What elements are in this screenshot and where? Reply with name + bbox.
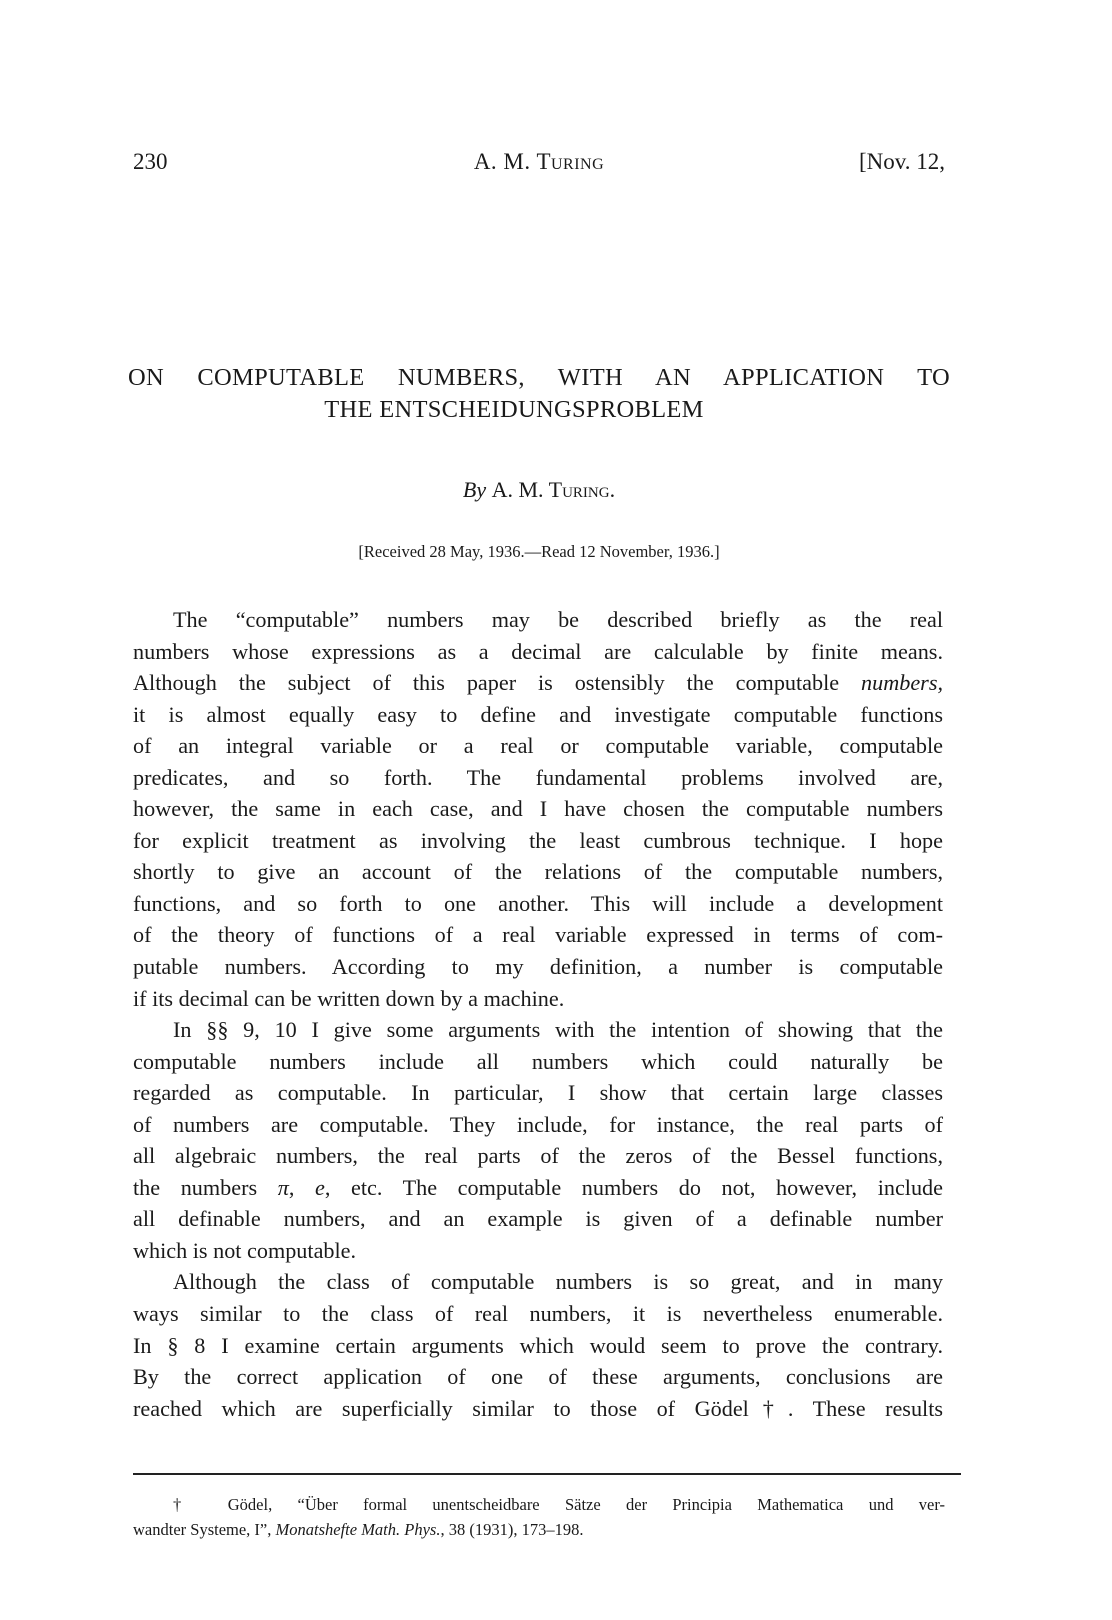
separator: , — [288, 1174, 315, 1200]
italic-word-numbers: numbers, — [861, 670, 943, 696]
title-line-2: THE ENTSCHEIDUNGSPROBLEM — [324, 396, 704, 423]
running-head — [133, 146, 945, 178]
footnote-text: wandter Systeme, I”, — [133, 1520, 276, 1539]
body-line-text: the numbers — [133, 1174, 278, 1200]
body-line: reached which are superficially similar to those of Gödel†. These results — [133, 1395, 943, 1421]
running-head-date: [Nov. 12, — [858, 149, 945, 174]
body-line — [133, 1172, 943, 1204]
byline-by: By — [462, 477, 487, 502]
math-pi: π — [277, 1174, 289, 1200]
body-line: if its decimal can be written down by a machine. — [133, 985, 565, 1011]
body-line: it is almost equally easy to define and investigate computable functions — [133, 701, 943, 727]
body-line: In §§ 9, 10 I give some arguments with the intention of showing that the — [173, 1017, 943, 1043]
byline-author: A. M. Turing. — [491, 477, 616, 502]
body-text — [133, 604, 943, 1424]
body-line — [133, 667, 943, 699]
body-line: functions, and so forth to one another. This will include a development — [133, 890, 943, 916]
body-line: all algebraic numbers, the real parts of the zeros of the Bessel functions, — [133, 1143, 943, 1169]
title-line-1: ON COMPUTABLE NUMBERS, WITH AN APPLICATION TO — [128, 364, 950, 391]
body-line: By the correct application of one of these arguments, conclusions are — [133, 1364, 943, 1390]
body-line: regarded as computable. In particular, I show that certain large classes — [133, 1080, 943, 1106]
body-line: numbers whose expressions as a decimal are calculable by finite means. — [133, 638, 943, 664]
body-line-text: , etc. The computable numbers do not, however, include — [324, 1174, 943, 1200]
math-e: e — [314, 1174, 325, 1200]
body-line: In § 8 I examine certain arguments which would seem to prove the contrary. — [133, 1332, 943, 1358]
footnote-text: , 38 (1931), 173–198. — [440, 1520, 584, 1539]
body-line: however, the same in each case, and I have chosen the computable numbers — [133, 796, 943, 822]
footnote-divider — [133, 1473, 961, 1475]
body-line: predicates, and so forth. The fundamental problems involved are, — [133, 764, 943, 790]
paragraph-2 — [133, 1014, 943, 1266]
footnotes — [133, 1492, 945, 1542]
body-line: for explicit treatment as involving the least cumbrous technique. I hope — [133, 827, 943, 853]
received-date-line: [Received 28 May, 1936.—Read 12 November, 1936.] — [358, 542, 720, 561]
paragraph-1 — [133, 604, 943, 1014]
byline — [133, 474, 945, 506]
body-line: shortly to give an account of the relations of the computable numbers, — [133, 859, 943, 885]
body-line: ways similar to the class of real numbers, it is nevertheless enumerable. — [133, 1301, 943, 1327]
body-line: of numbers are computable. They include, for instance, the real parts of — [133, 1111, 943, 1137]
footnote-line-2 — [133, 1517, 945, 1542]
body-line: putable numbers. According to my definition, a number is computable — [133, 954, 943, 980]
body-line: all definable numbers, and an example is given of a definable number — [133, 1206, 943, 1232]
body-line: which is not computable. — [133, 1237, 357, 1263]
body-line-text: Although the subject of this paper is ostensibly the computable — [133, 670, 862, 696]
body-line: of an integral variable or a real or computable variable, computable — [133, 733, 943, 759]
footnote-journal: Monatshefte Math. Phys. — [275, 1520, 441, 1539]
footnote-line-1: † Gödel, “Über formal unentscheidbare Sätze der Principia Mathematica und ver- — [173, 1495, 945, 1514]
body-line: computable numbers include all numbers which could naturally be — [133, 1048, 943, 1074]
paper-title — [128, 362, 950, 426]
body-line: The “computable” numbers may be described briefly as the real — [173, 607, 943, 632]
body-line: of the theory of functions of a real variable expressed in terms of com- — [133, 922, 943, 948]
page-number: 230 — [133, 149, 168, 174]
paragraph-3 — [133, 1266, 943, 1424]
running-head-author: A. M. Turing — [473, 149, 605, 174]
body-line: Although the class of computable numbers is so great, and in many — [173, 1269, 943, 1295]
